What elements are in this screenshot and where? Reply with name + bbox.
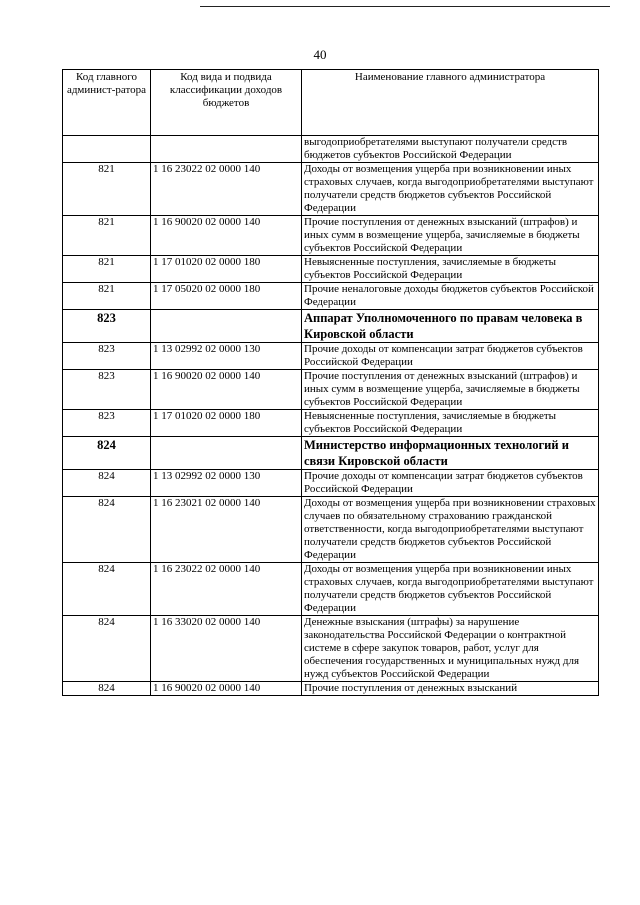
revenue-name-cell: Прочие неналоговые доходы бюджетов субъектов Российской Федерации [302, 283, 599, 310]
table-row [63, 563, 599, 616]
revenue-name-cell: Прочие поступления от денежных взысканий (штрафов) и иных сумм в возмещение ущерба, зачисляемые в бюджеты субъектов Российской Федерации [302, 370, 599, 410]
revenue-code-cell: 1 16 90020 02 0000 140 [151, 682, 302, 696]
table-row [63, 682, 599, 696]
revenue-name-cell: Прочие доходы от компенсации затрат бюджетов субъектов Российской Федерации [302, 470, 599, 497]
table-header-row [63, 70, 599, 136]
revenue-administrators-table [62, 69, 599, 696]
revenue-name-cell: Доходы от возмещения ущерба при возникновении страховых случаев по обязательному страхованию гражданской ответственности, когда выгодоприобретателями выступают получатели средств бюджетов субъектов Российской Федерации [302, 497, 599, 563]
admin-code-cell: 824 [63, 497, 151, 563]
table-row [63, 470, 599, 497]
table-body [63, 136, 599, 696]
table-row [63, 343, 599, 370]
administrator-row [63, 310, 599, 343]
table-row [63, 136, 599, 163]
revenue-code-cell [151, 136, 302, 163]
revenue-code-cell: 1 16 23021 02 0000 140 [151, 497, 302, 563]
revenue-code-cell [151, 437, 302, 470]
admin-code-cell: 824 [63, 563, 151, 616]
table-row [63, 283, 599, 310]
admin-code-cell: 823 [63, 343, 151, 370]
revenue-code-cell: 1 16 23022 02 0000 140 [151, 563, 302, 616]
revenue-name-cell: Невыясненные поступления, зачисляемые в бюджеты субъектов Российской Федерации [302, 410, 599, 437]
admin-code-cell: 823 [63, 310, 151, 343]
admin-code-cell: 824 [63, 470, 151, 497]
administrator-row [63, 437, 599, 470]
revenue-code-cell: 1 16 90020 02 0000 140 [151, 370, 302, 410]
revenue-name-cell: Министерство информационных технологий и связи Кировской области [302, 437, 599, 470]
revenue-name-cell: Прочие поступления от денежных взысканий (штрафов) и иных сумм в возмещение ущерба, зачисляемые в бюджеты субъектов Российской Федерации [302, 216, 599, 256]
admin-code-cell: 821 [63, 283, 151, 310]
header-admin-name: Наименование главного администратора [302, 70, 599, 136]
revenue-code-cell [151, 310, 302, 343]
table-row [63, 216, 599, 256]
revenue-code-cell: 1 16 90020 02 0000 140 [151, 216, 302, 256]
table-row [63, 497, 599, 563]
revenue-code-cell: 1 13 02992 02 0000 130 [151, 470, 302, 497]
revenue-name-cell: Аппарат Уполномоченного по правам человека в Кировской области [302, 310, 599, 343]
admin-code-cell: 823 [63, 410, 151, 437]
revenue-code-cell: 1 17 05020 02 0000 180 [151, 283, 302, 310]
revenue-name-cell: Прочие доходы от компенсации затрат бюджетов субъектов Российской Федерации [302, 343, 599, 370]
top-rule [200, 6, 610, 7]
admin-code-cell: 821 [63, 216, 151, 256]
admin-code-cell: 821 [63, 256, 151, 283]
admin-code-cell: 821 [63, 163, 151, 216]
revenue-name-cell: Невыясненные поступления, зачисляемые в бюджеты субъектов Российской Федерации [302, 256, 599, 283]
revenue-code-cell: 1 16 23022 02 0000 140 [151, 163, 302, 216]
table-row [63, 163, 599, 216]
admin-code-cell: 824 [63, 616, 151, 682]
table-row [63, 616, 599, 682]
table-row [63, 410, 599, 437]
header-revenue-code: Код вида и подвида классификации доходов бюджетов [151, 70, 302, 136]
revenue-code-cell: 1 17 01020 02 0000 180 [151, 256, 302, 283]
revenue-name-cell: выгодоприобретателями выступают получатели средств бюджетов субъектов Российской Федерации [302, 136, 599, 163]
revenue-name-cell: Денежные взыскания (штрафы) за нарушение законодательства Российской Федерации о контрактной системе в сфере закупок товаров, работ, услуг для обеспечения государственных и муниципальных нужд для нужд субъектов Российской Федерации [302, 616, 599, 682]
revenue-name-cell: Доходы от возмещения ущерба при возникновении иных страховых случаев, когда выгодоприобретателями выступают получатели средств бюджетов субъектов Российской Федерации [302, 563, 599, 616]
table-row [63, 256, 599, 283]
admin-code-cell: 823 [63, 370, 151, 410]
table-row [63, 370, 599, 410]
admin-code-cell [63, 136, 151, 163]
page-number: 40 [313, 47, 327, 62]
admin-code-cell: 824 [63, 682, 151, 696]
revenue-name-cell: Прочие поступления от денежных взысканий [302, 682, 599, 696]
revenue-code-cell: 1 17 01020 02 0000 180 [151, 410, 302, 437]
revenue-code-cell: 1 16 33020 02 0000 140 [151, 616, 302, 682]
header-admin-code: Код главного админист-ратора [63, 70, 151, 136]
revenue-code-cell: 1 13 02992 02 0000 130 [151, 343, 302, 370]
revenue-name-cell: Доходы от возмещения ущерба при возникновении иных страховых случаев, когда выгодоприобретателями выступают получатели средств бюджетов субъектов Российской Федерации [302, 163, 599, 216]
admin-code-cell: 824 [63, 437, 151, 470]
